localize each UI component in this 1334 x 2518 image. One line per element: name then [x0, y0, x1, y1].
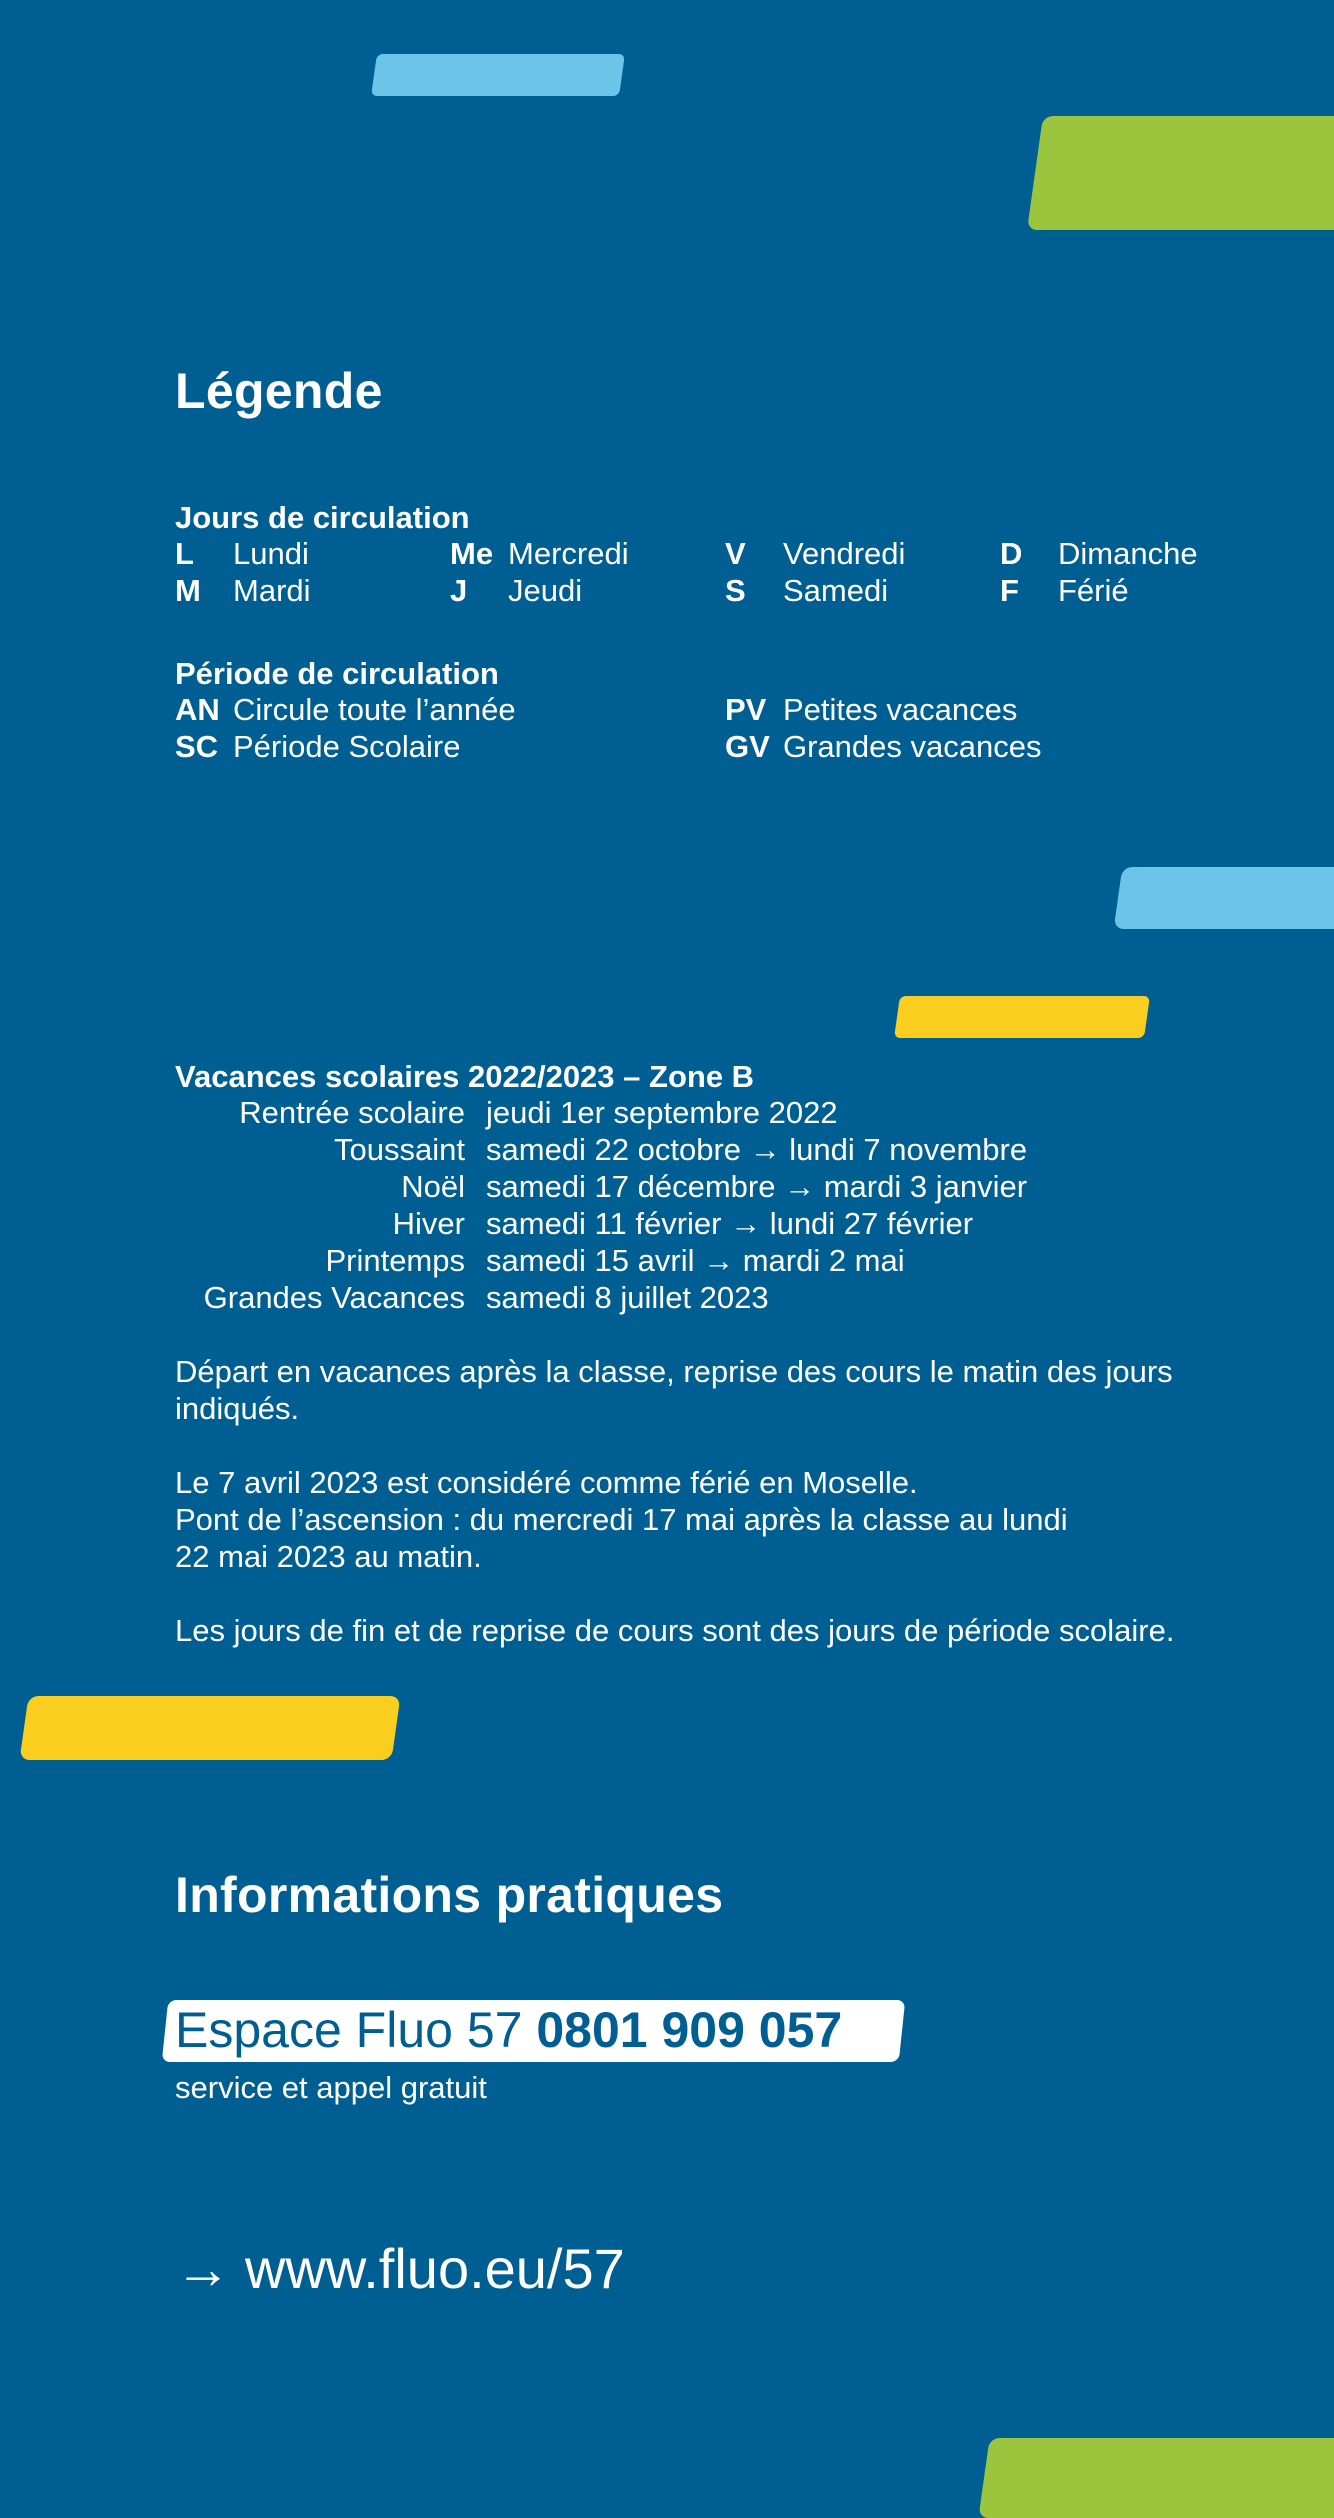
- note-departure: Départ en vacances après la classe, reprise des cours le matin des jours indiqués.: [175, 1354, 1173, 1426]
- note-end-days: Les jours de fin et de reprise de cours sont des jours de période scolaire.: [175, 1613, 1175, 1648]
- website-url[interactable]: www.fluo.eu/57: [245, 2237, 625, 2300]
- service-name: Espace Fluo 57: [175, 2002, 523, 2058]
- periods-heading: Période de circulation: [175, 656, 499, 691]
- day-label: Vendredi: [783, 536, 906, 571]
- holiday-dates: samedi 8 juillet 2023: [486, 1280, 769, 1315]
- holiday-dates: samedi 11 février → lundi 27 février: [486, 1206, 974, 1241]
- day-code: V: [725, 536, 746, 571]
- holiday-notes: [175, 1353, 1275, 1686]
- holiday-name: Rentrée scolaire: [239, 1095, 465, 1130]
- period-code: GV: [725, 729, 770, 764]
- holiday-dates: jeudi 1er septembre 2022: [486, 1095, 838, 1130]
- note-moselle-line1: Le 7 avril 2023 est considéré comme férié en Moselle.: [175, 1465, 918, 1500]
- day-item-vendredi: [725, 536, 905, 572]
- day-code: D: [1000, 536, 1023, 571]
- decor-stripe-yellow-mid: [894, 996, 1150, 1038]
- holiday-name: Grandes Vacances: [203, 1280, 465, 1315]
- day-label: Mardi: [233, 573, 311, 608]
- day-code: J: [450, 573, 468, 608]
- days-heading: Jours de circulation: [175, 500, 470, 535]
- note-moselle-line3: 22 mai 2023 au matin.: [175, 1539, 482, 1574]
- day-item-jeudi: [450, 573, 582, 609]
- period-code: SC: [175, 729, 219, 764]
- holiday-name: Printemps: [325, 1243, 465, 1278]
- day-label: Mercredi: [508, 536, 629, 571]
- phone-note: service et appel gratuit: [175, 2070, 487, 2105]
- holiday-name: Toussaint: [334, 1132, 465, 1167]
- info-title: Informations pratiques: [175, 1867, 724, 1923]
- period-code: AN: [175, 692, 220, 727]
- day-code: S: [725, 573, 746, 608]
- holiday-dates: samedi 15 avril → mardi 2 mai: [486, 1243, 905, 1278]
- day-item-lundi: [175, 536, 309, 572]
- decor-stripe-green-top: [1027, 116, 1334, 230]
- holiday-name: Hiver: [392, 1206, 465, 1241]
- decor-stripe-blue-top: [371, 54, 625, 96]
- day-item-mercredi: [450, 536, 629, 572]
- period-item-an: [175, 692, 516, 728]
- day-label: Lundi: [233, 536, 309, 571]
- day-item-dimanche: [1000, 536, 1198, 572]
- period-label: Grandes vacances: [783, 729, 1042, 764]
- decor-stripe-green-bottom: [978, 2438, 1334, 2518]
- day-label: Dimanche: [1058, 536, 1198, 571]
- phone-line[interactable]: [175, 2001, 842, 2059]
- website-link[interactable]: [175, 2236, 625, 2301]
- decor-stripe-blue-mid: [1114, 867, 1334, 929]
- period-label: Période Scolaire: [233, 729, 461, 764]
- period-label: Petites vacances: [783, 692, 1018, 727]
- period-item-pv: [725, 692, 1017, 728]
- day-code: L: [175, 536, 194, 571]
- decor-stripe-yellow-left: [20, 1696, 401, 1760]
- phone-number[interactable]: 0801 909 057: [536, 2002, 843, 2058]
- period-label: Circule toute l’année: [233, 692, 516, 727]
- note-moselle-line2: Pont de l’ascension : du mercredi 17 mai après la classe au lundi: [175, 1502, 1068, 1537]
- holiday-name: Noël: [401, 1169, 465, 1204]
- day-item-ferie: [1000, 573, 1129, 609]
- day-code: M: [175, 573, 201, 608]
- holidays-heading: Vacances scolaires 2022/2023 – Zone B: [175, 1059, 755, 1094]
- note-moselle: [175, 1464, 1275, 1575]
- day-item-mardi: [175, 573, 311, 609]
- period-code: PV: [725, 692, 767, 727]
- arrow-right-icon: →: [175, 2237, 231, 2300]
- day-code: F: [1000, 573, 1019, 608]
- day-label: Samedi: [783, 573, 889, 608]
- holiday-dates: samedi 22 octobre → lundi 7 novembre: [486, 1132, 1028, 1167]
- legend-title: Légende: [175, 363, 383, 419]
- day-label: Férié: [1058, 573, 1129, 608]
- day-code: Me: [450, 536, 494, 571]
- holiday-dates: samedi 17 décembre → mardi 3 janvier: [486, 1169, 1028, 1204]
- day-item-samedi: [725, 573, 888, 609]
- period-item-gv: [725, 729, 1041, 765]
- day-label: Jeudi: [508, 573, 583, 608]
- period-item-sc: [175, 729, 460, 765]
